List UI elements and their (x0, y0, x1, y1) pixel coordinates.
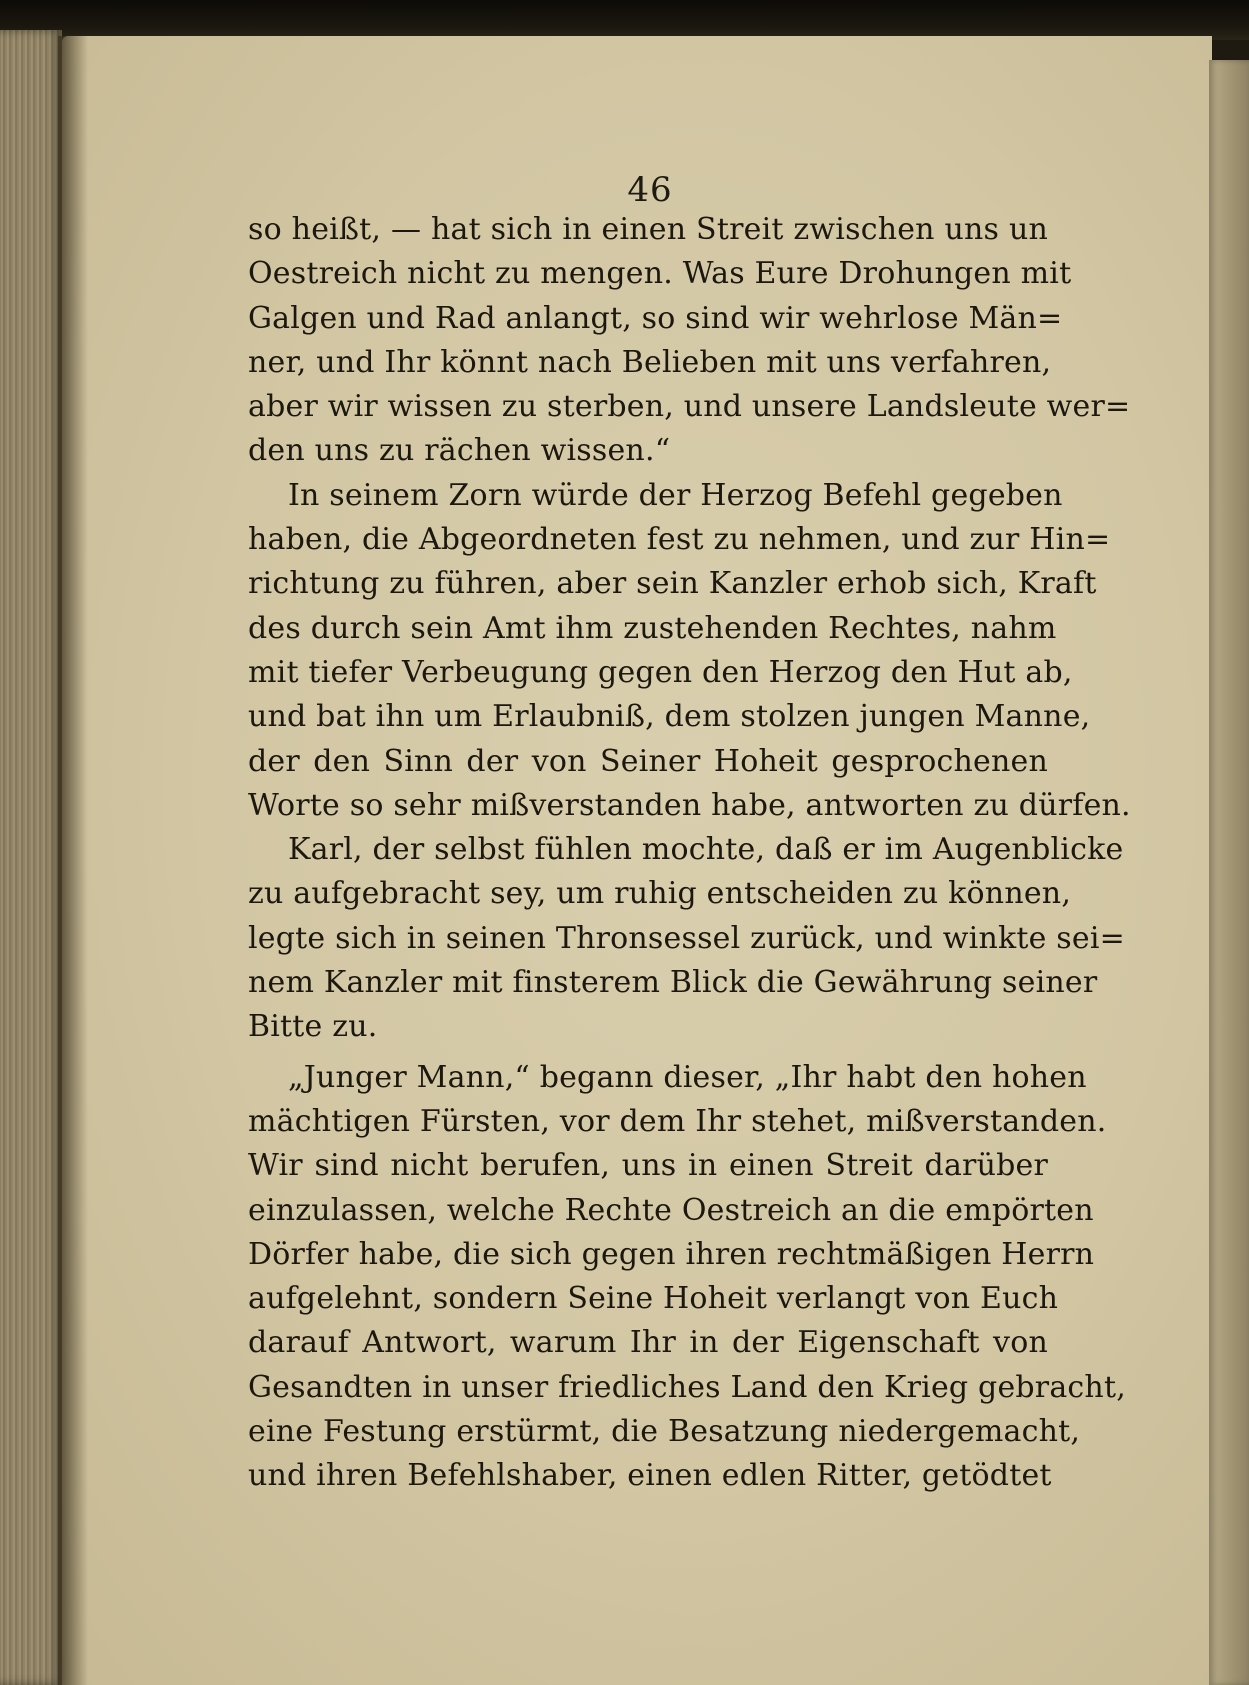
text-line: In seinem Zorn würde der Herzog Befehl gegeben (288, 477, 1063, 513)
page-edge-right (1209, 60, 1249, 1685)
text-line: haben, die Abgeordneten fest zu nehmen, und zur Hin= (248, 522, 1111, 558)
text-line: des durch sein Amt ihm zustehenden Rechtes, nahm (248, 610, 1057, 646)
page-number: 46 (627, 170, 673, 210)
body-text (248, 208, 1131, 1499)
text-line: aber wir wissen zu sterben, und unsere Landsleute wer= (248, 389, 1131, 425)
text-line: ner, und Ihr könnt nach Belieben mit uns verfahren, (248, 344, 1052, 380)
text-line: nem Kanzler mit finsterem Blick die Gewährung seiner (248, 965, 1098, 1001)
text-line: einzulassen, welche Rechte Oestreich an die empörten (248, 1192, 1094, 1228)
text-line: aufgelehnt, sondern Seine Hoheit verlangt von Euch (248, 1281, 1059, 1317)
text-line: und bat ihn um Erlaubniß, dem stolzen jungen Manne, (248, 699, 1091, 735)
spine-shadow (58, 36, 88, 1685)
text-line: den uns zu rächen wissen.“ (248, 433, 671, 469)
text-line: Bitte zu. (248, 1009, 378, 1045)
text-line: legte sich in seinen Thronsessel zurück, und winkte sei= (248, 920, 1125, 956)
paragraph (248, 208, 1131, 474)
text-line: „Junger Mann,“ begann dieser, „Ihr habt den hohen (288, 1059, 1087, 1095)
text-line: mächtigen Fürsten, vor dem Ihr stehet, mißverstanden. (248, 1103, 1107, 1139)
text-line: Karl, der selbst fühlen mochte, daß er im Augenblicke (288, 832, 1124, 868)
text-line: Oestreich nicht zu mengen. Was Eure Drohungen mit (248, 256, 1072, 292)
paragraph (248, 1056, 1126, 1499)
text-line: darauf Antwort, warum Ihr in der Eigenschaft von (248, 1325, 1048, 1361)
text-line: Worte so sehr mißverstanden habe, antworten zu dürfen. (248, 787, 1131, 823)
text-line: mit tiefer Verbeugung gegen den Herzog den Hut ab, (248, 654, 1073, 690)
text-line: Wir sind nicht berufen, uns in einen Streit darüber (248, 1148, 1048, 1184)
text-line: und ihren Befehlshaber, einen edlen Ritter, getödtet (248, 1458, 1052, 1494)
text-line: so heißt, — hat sich in einen Streit zwischen uns un (248, 212, 1048, 247)
book-cover-edge (0, 0, 1249, 40)
paragraph (248, 474, 1131, 828)
text-line: eine Festung erstürmt, die Besatzung niedergemacht, (248, 1414, 1081, 1450)
text-line: zu aufgebracht sey, um ruhig entscheiden zu können, (248, 876, 1072, 912)
text-line: Gesandten in unser friedliches Land den Krieg gebracht, (248, 1369, 1126, 1405)
paragraph (248, 828, 1125, 1049)
text-line: richtung zu führen, aber sein Kanzler erhob sich, Kraft (248, 566, 1097, 602)
text-line: Dörfer habe, die sich gegen ihren rechtmäßigen Herrn (248, 1236, 1095, 1272)
stacked-pages-edge-left (0, 30, 62, 1685)
text-line: der den Sinn der von Seiner Hoheit gesprochenen (248, 743, 1048, 779)
text-line: Galgen und Rad anlangt, so sind wir wehrlose Män= (248, 300, 1063, 336)
